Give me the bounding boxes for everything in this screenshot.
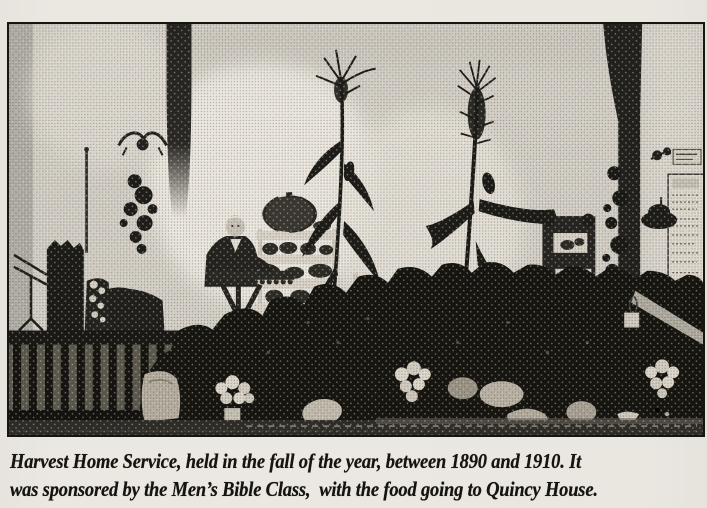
- photo-illustration: [9, 24, 703, 435]
- harvest-home-photo: [7, 22, 705, 437]
- caption-line-2: was sponsored by the Men’s Bible Class, with the food going to Quincy House.: [10, 477, 598, 501]
- caption-line-1: Harvest Home Service, held in the fall of the year, between 1890 and 1910. It: [10, 449, 582, 473]
- photo-caption: [10, 447, 598, 503]
- halftone-light-screen: [9, 24, 703, 435]
